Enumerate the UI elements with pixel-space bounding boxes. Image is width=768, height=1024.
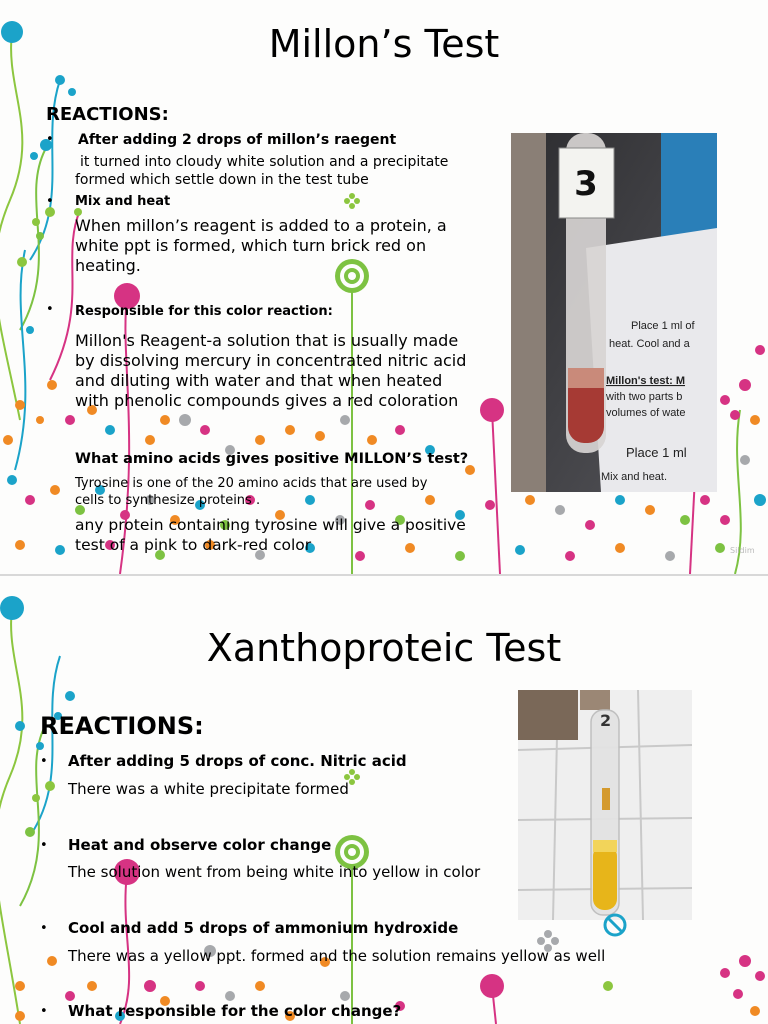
- reaction-step-text: with phenolic compounds gives a red coloration: [75, 391, 459, 410]
- reaction-step-label: Heat and observe color change: [68, 836, 332, 854]
- reaction-step-label: After adding 5 drops of conc. Nitric acid: [68, 752, 407, 770]
- reactions-heading: REACTIONS:: [46, 104, 169, 125]
- bullet-icon: •: [46, 302, 54, 317]
- reaction-step-text: and diluting with water and that when heated: [75, 371, 443, 390]
- reaction-step-text: by dissolving mercury in concentrated nitric acid: [75, 351, 467, 370]
- svg-text:3: 3: [574, 164, 598, 204]
- xanthoproteic-test-tube-photo: [518, 690, 692, 920]
- answer-text: test of a pink to dark-red color: [75, 536, 312, 554]
- reaction-step-label: After adding 2 drops of millon’s raegent: [78, 132, 397, 148]
- svg-text:2: 2: [600, 711, 612, 730]
- svg-text:Place 1 ml: Place 1 ml: [626, 445, 687, 460]
- millon-test-tube-photo: [511, 133, 717, 492]
- answer-text: cells to synthesize proteins .: [75, 493, 261, 508]
- reaction-step-text: Millon's Reagent-a solution that is usually made: [75, 331, 459, 350]
- bullet-icon: •: [40, 754, 48, 769]
- reaction-step-text: There was a yellow ppt. formed and the solution remains yellow as well: [68, 947, 606, 965]
- reaction-step-text: formed which settle down in the test tube: [75, 172, 369, 188]
- reaction-step-label: Responsible for this color reaction:: [75, 304, 333, 319]
- reactions-heading: REACTIONS:: [40, 712, 204, 740]
- answer-text: any protein containing tyrosine will give a positive: [75, 516, 466, 534]
- reaction-step-text: The solution went from being white into yellow in color: [68, 863, 481, 881]
- svg-text:Millon's test: M: Millon's test: M: [606, 375, 686, 387]
- svg-text:heat. Cool and a: heat. Cool and a: [609, 338, 690, 350]
- reaction-step-label: Cool and add 5 drops of ammonium hydroxide: [68, 919, 459, 937]
- bullet-icon: •: [46, 132, 54, 147]
- svg-text:with two parts b: with two parts b: [606, 391, 683, 403]
- svg-text:volumes of wate: volumes of wate: [606, 407, 686, 419]
- bullet-icon: •: [40, 1004, 48, 1019]
- svg-text:Place 1 ml of: Place 1 ml of: [631, 320, 695, 332]
- slide-title: Xanthoproteic Test: [206, 626, 562, 670]
- reaction-step-text: white ppt is formed, which turn brick red on: [75, 236, 427, 255]
- target-ornament-icon: [335, 259, 369, 293]
- svg-text:Mix and heat.: Mix and heat.: [601, 471, 668, 483]
- answer-text: Tyrosine is one of the 20 amino acids that are used by: [75, 476, 428, 491]
- reaction-step-label: Mix and heat: [75, 194, 171, 209]
- slide-title: Millon’s Test: [268, 22, 500, 66]
- reaction-step-text: it turned into cloudy white solution and a precipitate: [80, 154, 449, 170]
- bullet-icon: •: [46, 194, 54, 209]
- test-tube-image: [518, 690, 692, 920]
- bullet-icon: •: [40, 921, 48, 936]
- flower-ornament-icon: [344, 193, 360, 209]
- reaction-step-text: When millon’s reagent is added to a protein, a: [75, 216, 447, 235]
- slash-circle-icon: [600, 910, 630, 940]
- slide-xanthoproteic-test: [0, 576, 768, 1024]
- reaction-step-text: There was a white precipitate formed: [68, 780, 349, 798]
- question-heading: What amino acids gives positive MILLON’S test?: [75, 451, 469, 467]
- reaction-step-label: What responsible for the color change?: [68, 1002, 402, 1020]
- test-tube-image: [511, 133, 717, 492]
- reaction-step-text: heating.: [75, 256, 141, 275]
- credit-watermark: Sildim: [730, 546, 755, 555]
- bullet-icon: •: [40, 838, 48, 853]
